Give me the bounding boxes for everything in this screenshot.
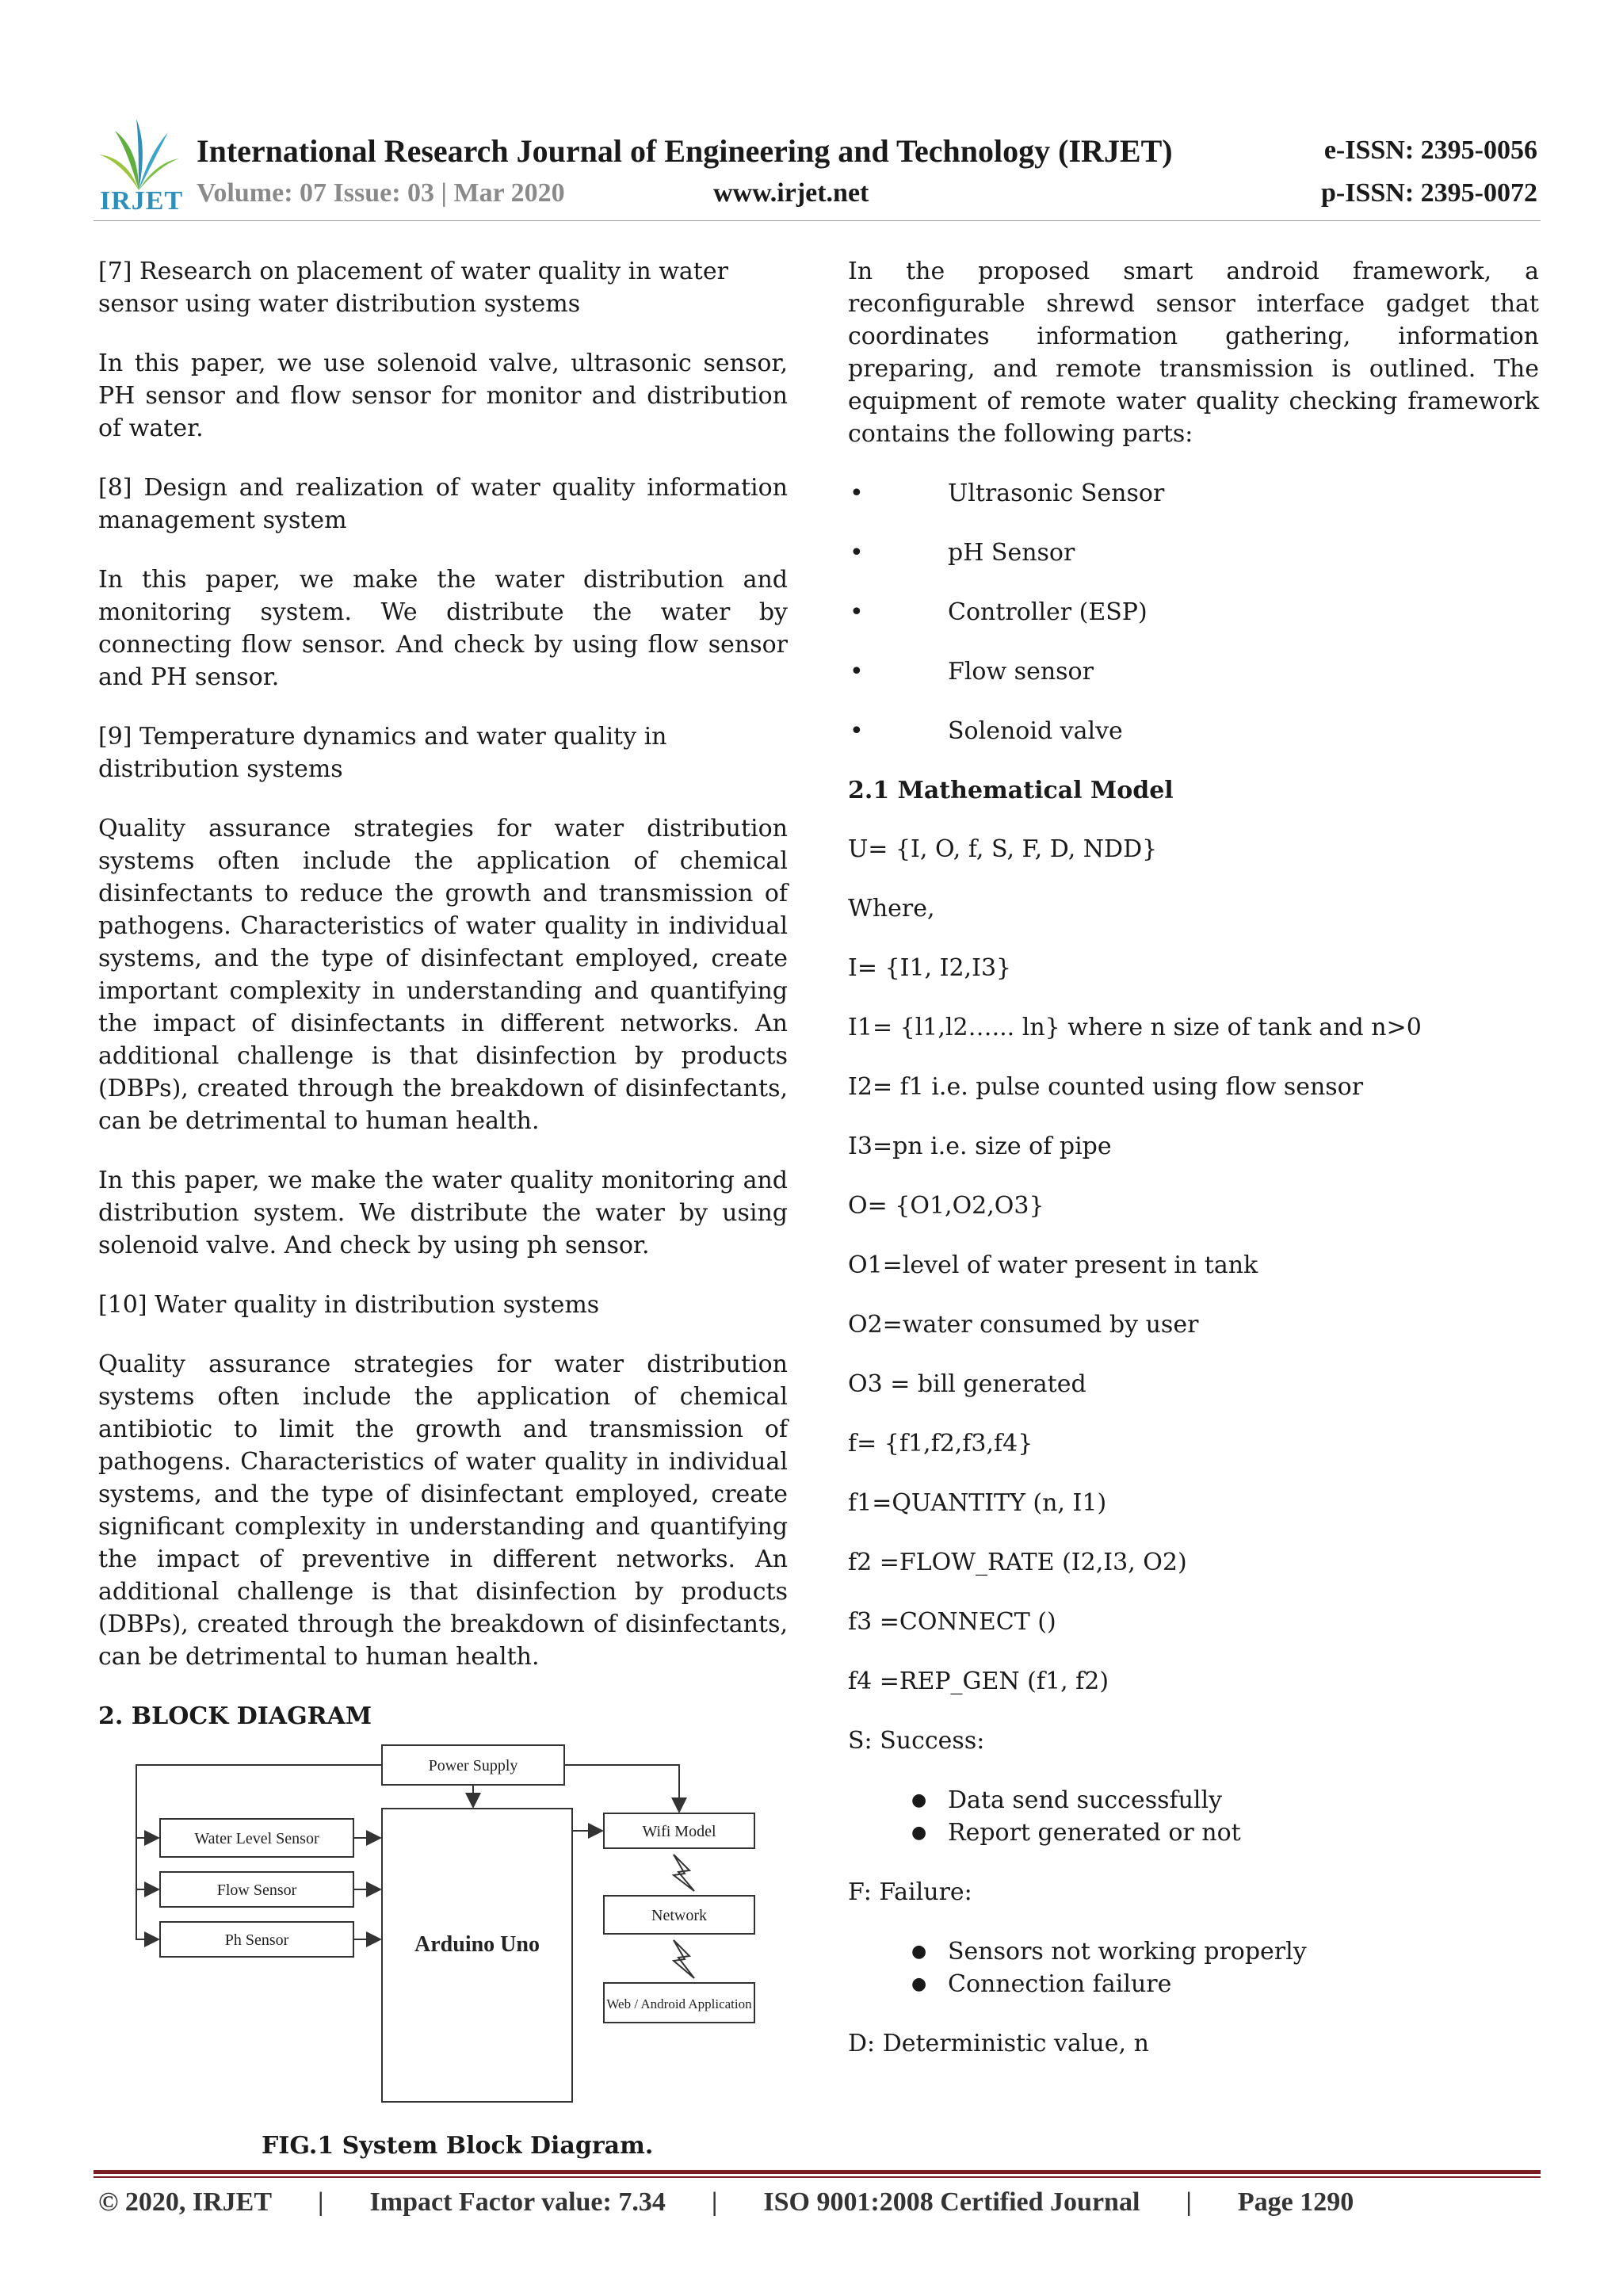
- list-item: • Controller (ESP): [848, 596, 1539, 628]
- list-item: ● Sensors not working properly: [848, 1935, 1539, 1968]
- footer-impact-factor: Impact Factor value: 7.34: [369, 2187, 666, 2217]
- left-column: [98, 255, 788, 1759]
- footer-separator: |: [318, 2187, 324, 2217]
- system-block-diagram: [127, 1744, 777, 2108]
- diagram-label: Water Level Sensor: [194, 1830, 319, 1847]
- reference-10-title: [10] Water quality in distribution systems: [98, 1291, 600, 1319]
- list-item: ● Connection failure: [848, 1968, 1539, 2000]
- math-line: O2=water consumed by user: [848, 1311, 1199, 1339]
- volume-issue: Volume: 07 Issue: 03 | Mar 2020: [197, 178, 565, 208]
- journal-website[interactable]: www.irjet.net: [713, 178, 869, 208]
- diagram-label: Network: [651, 1907, 707, 1924]
- math-line: O1=level of water present in tank: [848, 1251, 1258, 1279]
- diagram-label: Ph Sensor: [224, 1931, 289, 1949]
- footer-copyright: © 2020, IRJET: [98, 2187, 273, 2217]
- e-issn: e-ISSN: 2395-0056: [1323, 136, 1537, 165]
- paragraph: In this paper, we make the water quality monitoring and distribution system. We distribute the water by using solenoid valve. And check by using ph sensor.: [98, 1167, 788, 1259]
- irjet-logo: [95, 115, 182, 218]
- deterministic-line: D: Deterministic value, n: [848, 2030, 1149, 2057]
- block-diagram-svg: [127, 1744, 777, 2108]
- math-line: f3 =CONNECT (): [848, 1608, 1056, 1636]
- math-line: Where,: [848, 895, 935, 923]
- paragraph: In this paper, we make the water distribution and monitoring system. We distribute the water by connecting flow sensor. And check by using flow sensor and PH sensor.: [98, 566, 788, 691]
- paragraph: In this paper, we use solenoid valve, ultrasonic sensor, PH sensor and flow sensor for monitor and distribution of water.: [98, 350, 788, 442]
- math-line: O= {O1,O2,O3}: [848, 1192, 1044, 1220]
- paragraph: Quality assurance strategies for water distribution systems often include the application of chemical antibiotic to limit the growth and transmission of pathogens. Characteristics of water quality in individual systems, and the type of disinfectant employed, create significant complexity in understanding and quantifying the impact of preventive in different networks. An additional challenge is that disinfection by products (DBPs), created through the breakdown of disinfectants, can be detrimental to human health.: [98, 1350, 788, 1671]
- page-footer: [98, 2187, 1354, 2218]
- header-divider: [94, 220, 1541, 221]
- math-line: f4 =REP_GEN (f1, f2): [848, 1668, 1109, 1695]
- right-column: [848, 255, 1539, 2087]
- reference-7-title: [7] Research on placement of water quality in water sensor using water distribution systems: [98, 258, 728, 318]
- failure-list: [848, 1935, 1539, 2000]
- reference-8-title: [8] Design and realization of water quality information management system: [98, 474, 788, 534]
- footer-divider-thin: [94, 2176, 1541, 2178]
- list-item: ● Report generated or not: [848, 1817, 1539, 1849]
- intro-paragraph: In the proposed smart android framework, a reconfigurable shrewd sensor interface gadget that coordinates information gathering, information preparing, and remote transmission is outlined. The equipment of remote water quality checking framework contains the following parts:: [848, 258, 1539, 448]
- figure-caption: FIG.1 System Block Diagram.: [262, 2132, 654, 2160]
- page-header: [95, 115, 1537, 218]
- p-issn: p-ISSN: 2395-0072: [1321, 178, 1537, 208]
- reference-9-title: [9] Temperature dynamics and water quality in distribution systems: [98, 723, 667, 783]
- math-line: O3 = bill generated: [848, 1370, 1086, 1398]
- math-line: I1= {l1,l2…... ln} where n size of tank and n>0: [848, 1014, 1422, 1041]
- list-item: • Solenoid valve: [848, 715, 1539, 747]
- diagram-label: Flow Sensor: [216, 1881, 297, 1899]
- math-line: f1=QUANTITY (n, I1): [848, 1489, 1107, 1517]
- footer-iso: ISO 9001:2008 Certified Journal: [763, 2187, 1140, 2217]
- lightning-icon: [674, 1940, 694, 1978]
- list-item: • pH Sensor: [848, 537, 1539, 569]
- math-line: U= {I, O, f, S, F, D, NDD}: [848, 835, 1158, 863]
- list-item: • Flow sensor: [848, 655, 1539, 688]
- math-line: I3=pn i.e. size of pipe: [848, 1133, 1112, 1160]
- footer-separator: |: [711, 2187, 718, 2217]
- math-line: f2 =FLOW_RATE (I2,I3, O2): [848, 1549, 1187, 1576]
- math-line: f= {f1,f2,f3,f4}: [848, 1430, 1033, 1457]
- diagram-label: Web / Android Application: [606, 1996, 752, 2011]
- section-heading-math-model: 2.1 Mathematical Model: [848, 777, 1174, 804]
- list-item: • Ultrasonic Sensor: [848, 477, 1539, 510]
- section-heading-block-diagram: 2. BLOCK DIAGRAM: [98, 1702, 372, 1730]
- footer-divider: [94, 2170, 1541, 2174]
- diagram-label: Arduino Uno: [414, 1932, 540, 1957]
- journal-title: International Research Journal of Engineering and Technology (IRJET): [197, 133, 1173, 169]
- diagram-label: Power Supply: [428, 1757, 518, 1775]
- paragraph: Quality assurance strategies for water distribution systems often include the application of chemical disinfectants to reduce the growth and transmission of pathogens. Characteristics of water quality in individual systems, and the type of disinfectant employed, create important complexity in understanding and quantifying the impact of disinfectants in different networks. An additional challenge is that disinfection by products (DBPs), created through the breakdown of disinfectants, can be detrimental to human health.: [98, 815, 788, 1135]
- footer-separator: |: [1186, 2187, 1192, 2217]
- failure-label: F: Failure:: [848, 1878, 972, 1906]
- footer-page-number: Page 1290: [1237, 2187, 1354, 2217]
- logo-text: IRJET: [100, 186, 184, 216]
- math-line: I= {I1, I2,I3}: [848, 954, 1012, 982]
- parts-list: [848, 477, 1539, 747]
- math-line: S: Success:: [848, 1727, 985, 1755]
- list-item: ● Data send successfully: [848, 1784, 1539, 1817]
- success-list: [848, 1784, 1539, 1849]
- math-line: I2= f1 i.e. pulse counted using flow sensor: [848, 1073, 1364, 1101]
- diagram-label: Wifi Model: [642, 1823, 716, 1840]
- lightning-icon: [674, 1855, 694, 1891]
